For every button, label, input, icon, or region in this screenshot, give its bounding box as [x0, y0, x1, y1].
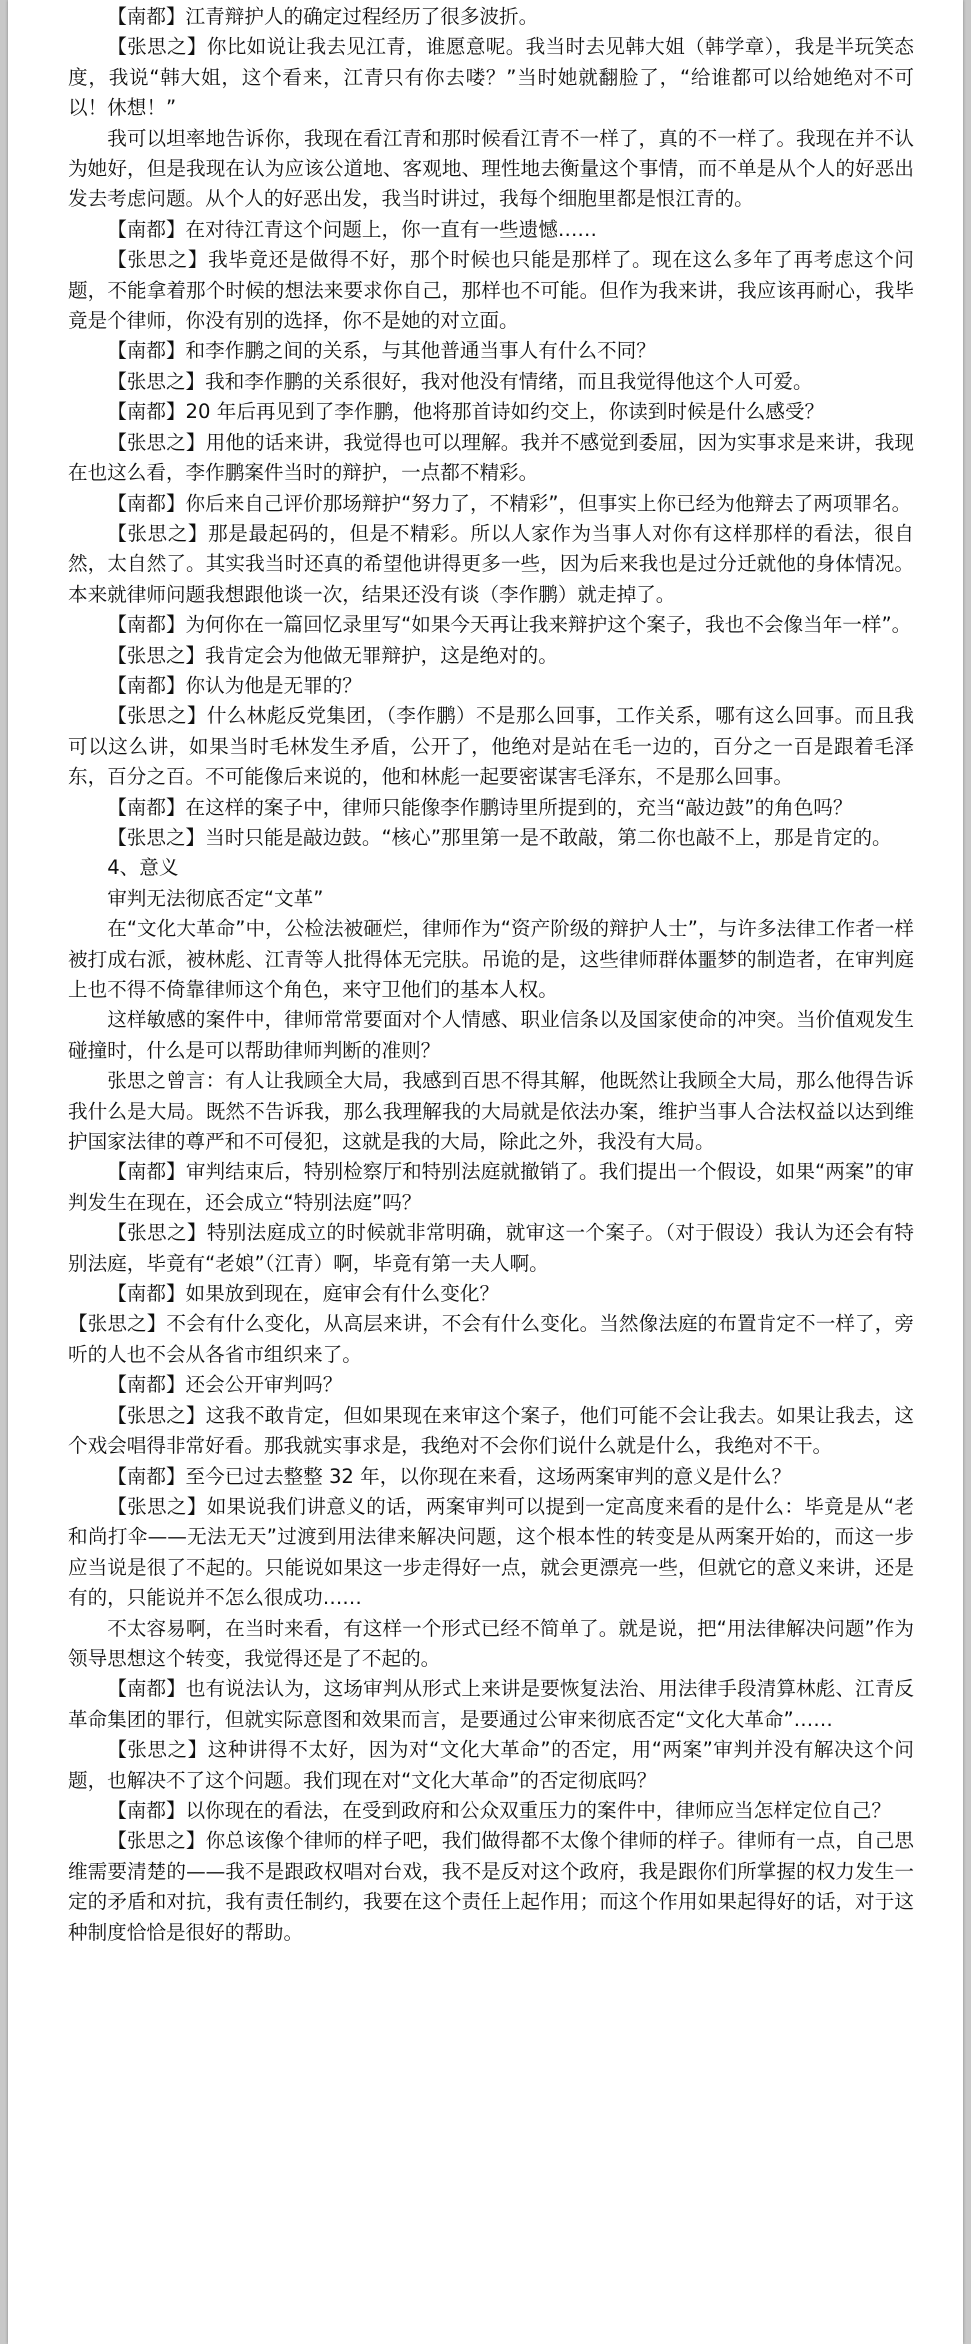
- paragraph: 【南都】和李作鹏之间的关系，与其他普通当事人有什么不同？: [107, 339, 656, 363]
- paragraph: 【南都】也有说法认为，这场审判从形式上来讲是要恢复法治、用法律手段清算林彪、江青反革命集团的罪行，但就实际意图和效果而言，是要通过公审来彻底否定“文化大革命”……: [68, 1677, 914, 1731]
- paragraph: 我可以坦率地告诉你，我现在看江青和那时候看江青不一样了，真的不一样了。我现在并不认为她好，但是我现在认为应该公道地、客观地、理性地去衡量这个事情，而不单是从个人的好恶出发去考虑问题。从个人的好恶出发，我当时讲过，我每个细胞里都是恨江青的。: [68, 126, 914, 211]
- paragraph: 张思之曾言：有人让我顾全大局，我感到百思不得其解，他既然让我顾全大局，那么他得告诉我什么是大局。既然不告诉我，那么我理解我的大局就是依法办案，维护当事人合法权益以达到维护国家法律的尊严和不可侵犯，这就是我的大局，除此之外，我没有大局。: [68, 1069, 914, 1154]
- paragraph: 【南都】审判结束后，特别检察厅和特别法庭就撤销了。我们提出一个假设，如果“两案”的审判发生在现在，还会成立“特别法庭”吗？: [68, 1160, 914, 1214]
- paragraph: 【张思之】不会有什么变化，从高层来讲，不会有什么变化。当然像法庭的布置肯定不一样了，旁听的人也不会从各省市组织来了。: [68, 1312, 914, 1366]
- paragraph: 【南都】如果放到现在，庭审会有什么变化？: [107, 1282, 500, 1306]
- paragraph: 【张思之】如果说我们讲意义的话，两案审判可以提到一定高度来看的是什么：毕竟是从“老和尚打伞——无法无天”过渡到用法律来解决问题，这个根本性的转变是从两案开始的，而这一步应当说是很了不起的。只能说如果这一步走得好一点，就会更漂亮一些，但就它的意义来讲，还是有的，只能说并不怎么很成功……: [68, 1494, 914, 1610]
- paragraph: 【张思之】我毕竟还是做得不好，那个时候也只能是那样了。现在这么多年了再考虑这个问题，不能拿着那个时候的想法来要求你自己，那样也不可能。但作为我来讲，我应该再耐心，我毕竟是个律师，你没有别的选择，你不是她的对立面。: [68, 248, 914, 333]
- paragraph: 【张思之】什么林彪反党集团，（李作鹏）不是那么回事，工作关系，哪有这么回事。而且我可以这么讲，如果当时毛林发生矛盾，公开了，他绝对是站在毛一边的，百分之一百是跟着毛泽东，百分之百。不可能像后来说的，他和林彪一起要密谋害毛泽东，不是那么回事。: [68, 704, 914, 789]
- paragraph: 【南都】你认为他是无罪的？: [107, 673, 362, 697]
- document-page: [8, 0, 963, 2344]
- paragraph: 【张思之】当时只能是敲边鼓。“核心”那里第一是不敢敲，第二你也敲不上，那是肯定的。: [107, 825, 892, 849]
- paragraph: 【张思之】我肯定会为他做无罪辩护，这是绝对的。: [107, 643, 558, 667]
- paragraph: 在“文化大革命”中，公检法被砸烂，律师作为“资产阶级的辩护人士”，与许多法律工作者一样被打成右派，被林彪、江青等人批得体无完肤。吊诡的是，这些律师群体噩梦的制造者，在审判庭上也不得不倚靠律师这个角色，来守卫他们的基本人权。: [68, 917, 914, 1001]
- document-body: [68, 2, 914, 1948]
- paragraph: 【张思之】那是最起码的，但是不精彩。所以人家作为当事人对你有这样那样的看法，很自然，太自然了。其实我当时还真的希望他讲得更多一些，因为后来我也是过分迁就他的身体情况。本来就律师问题我想跟他谈一次，结果还没有谈（李作鹏）就走掉了。: [68, 521, 914, 606]
- paragraph: 【张思之】这种讲得不太好，因为对“文化大革命”的否定，用“两案”审判并没有解决这个问题，也解决不了这个问题。我们现在对“文化大革命”的否定彻底吗？: [68, 1738, 914, 1792]
- paragraph: 【南都】至今已过去整整 32 年，以你现在来看，这场两案审判的意义是什么？: [107, 1464, 792, 1488]
- paragraph: 【南都】江青辩护人的确定过程经历了很多波折。: [107, 5, 539, 28]
- paragraph: 【张思之】特别法庭成立的时候就非常明确，就审这一个案子。（对于假设）我认为还会有特别法庭，毕竟有“老娘”（江青）啊，毕竟有第一夫人啊。: [68, 1221, 914, 1275]
- paragraph: 【张思之】你总该像个律师的样子吧，我们做得都不太像个律师的样子。律师有一点，自己思维需要清楚的——我不是跟政权唱对台戏，我不是反对这个政府，我是跟你们所掌握的权力发生一定的矛盾和对抗，我有责任制约，我要在这个责任上起作用；而这个作用如果起得好的话，对于这种制度恰恰是很好的帮助。: [68, 1829, 914, 1944]
- paragraph: 【张思之】用他的话来讲，我觉得也可以理解。我并不感觉到委屈，因为实事求是来讲，我现在也这么看，李作鹏案件当时的辩护，一点都不精彩。: [68, 430, 914, 485]
- paragraph: 【张思之】这我不敢肯定，但如果现在来审这个案子，他们可能不会让我去。如果让我去，这个戏会唱得非常好看。那我就实事求是，我绝对不会你们说什么就是什么，我绝对不干。: [68, 1403, 914, 1458]
- paragraph: 不太容易啊，在当时来看，有这样一个形式已经不简单了。就是说，把“用法律解决问题”作为领导思想这个转变，我觉得还是了不起的。: [68, 1616, 914, 1670]
- paragraph: 【南都】以你现在的看法，在受到政府和公众双重压力的案件中，律师应当怎样定位自己？: [107, 1798, 891, 1822]
- paragraph: 4、意义: [107, 856, 179, 880]
- paragraph: 审判无法彻底否定“文革”: [107, 886, 324, 910]
- paragraph: 【南都】在对待江青这个问题上，你一直有一些遗憾……: [107, 217, 598, 241]
- paragraph: 【张思之】我和李作鹏的关系很好，我对他没有情绪，而且我觉得他这个人可爱。: [107, 369, 813, 393]
- paragraph: 【南都】在这样的案子中，律师只能像李作鹏诗里所提到的，充当“敲边鼓”的角色吗？: [107, 795, 853, 819]
- paragraph: 【张思之】你比如说让我去见江青，谁愿意呢。我当时去见韩大姐（韩学章），我是半玩笑态度，我说“韩大姐，这个看来，江青只有你去喽？”当时她就翻脸了，“给谁都可以给她绝对不可以！休想！”: [68, 35, 914, 120]
- paragraph: 【南都】你后来自己评价那场辩护“努力了，不精彩”，但事实上你已经为他辩去了两项罪名。: [107, 491, 912, 515]
- paragraph: 【南都】为何你在一篇回忆录里写“如果今天再让我来辩护这个案子，我也不会像当年一样”。: [107, 613, 912, 637]
- paragraph: 【南都】还会公开审判吗？: [107, 1373, 343, 1397]
- paragraph: 这样敏感的案件中，律师常常要面对个人情感、职业信条以及国家使命的冲突。当价值观发生碰撞时，什么是可以帮助律师判断的准则？: [68, 1008, 914, 1062]
- paragraph: 【南都】20 年后再见到了李作鹏，他将那首诗如约交上，你读到时候是什么感受？: [107, 400, 825, 424]
